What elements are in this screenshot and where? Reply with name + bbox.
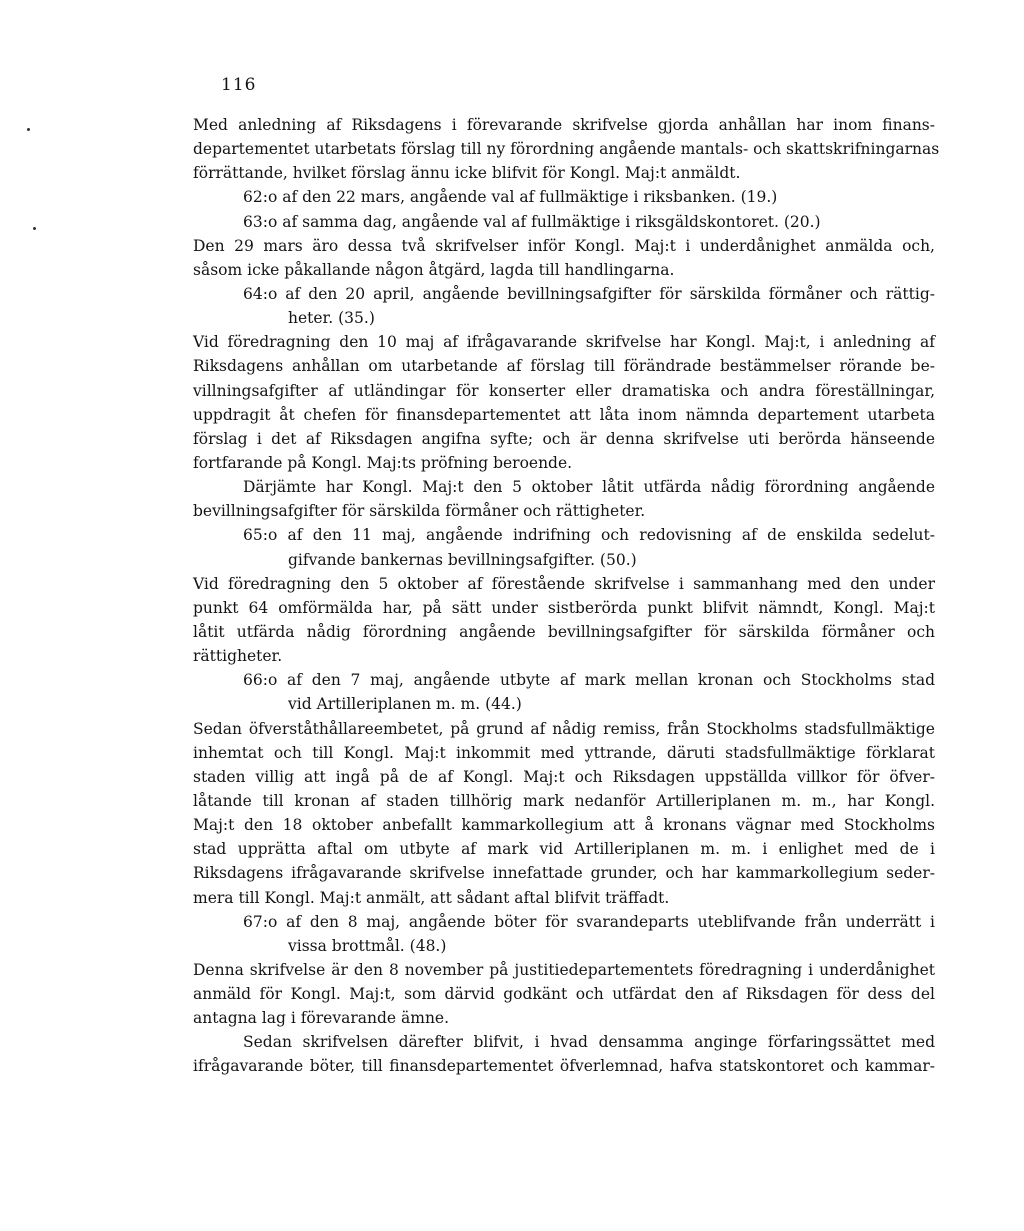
text-line: uppdragit åt chefen för finansdepartementet att låta inom nämnda departement utarbeta [193, 405, 935, 424]
text-line: Den 29 mars äro dessa två skrifvelser inför Kongl. Maj:t i underdånighet anmälda och, [193, 236, 935, 255]
text-line: låtande till kronan af staden tillhörig mark nedanför Artilleriplanen m. m., har Kongl. [193, 791, 935, 810]
text-line: 65:o af den 11 maj, angående indrifning och redovisning af de enskilda sedelut- [243, 526, 935, 545]
margin-speck [33, 227, 36, 230]
text-line: låtit utfärda nådig förordning angående bevillningsafgifter för särskilda förmåner och [193, 622, 935, 641]
text-line: Riksdagens anhållan om utarbetande af förslag till förändrade bestämmelser rörande be- [193, 357, 935, 376]
text-line: mera till Kongl. Maj:t anmält, att sådant aftal blifvit träffadt. [193, 888, 670, 907]
text-line: 67:o af den 8 maj, angående böter för svarandeparts uteblifvande från underrätt i [243, 912, 935, 931]
text-line: Därjämte har Kongl. Maj:t den 5 oktober låtit utfärda nådig förordning angående [243, 478, 935, 497]
text-line: Med anledning af Riksdagens i förevarande skrifvelse gjorda anhållan har inom finans- [193, 116, 935, 134]
text-line: bevillningsafgifter för särskilda förmåner och rättigheter. [193, 502, 646, 521]
text-line: Denna skrifvelse är den 8 november på justitiedepartementets föredragning i underdånighet [193, 960, 935, 979]
text-line: Sedan öfverståthållareembetet, på grund af nådig remiss, från Stockholms stadsfullmäktige [193, 719, 935, 738]
text-line: fortfarande på Kongl. Maj:ts pröfning beroende. [193, 453, 573, 472]
text-line: såsom icke påkallande någon åtgärd, lagda till handlingarna. [193, 260, 675, 279]
page-number: 116 [221, 75, 257, 95]
text-line: vid Artilleriplanen m. m. (44.) [288, 695, 522, 714]
text-line: ifrågavarande böter, till finansdepartementet öfverlemnad, hafva statskontoret och kammar- [193, 1057, 935, 1076]
page-body [193, 113, 940, 1079]
text-line: Vid föredragning den 5 oktober af förestående skrifvelse i sammanhang med den under [193, 574, 935, 593]
text-line: förslag i det af Riksdagen angifna syfte; och är denna skrifvelse uti berörda hänseende [193, 429, 935, 448]
text-line: punkt 64 omförmälda har, på sätt under sistberörda punkt blifvit nämndt, Kongl. Maj:t [193, 598, 935, 617]
text-line: gifvande bankernas bevillningsafgifter. (50.) [288, 550, 637, 569]
margin-speck [27, 128, 30, 131]
text-line: förrättande, hvilket förslag ännu icke blifvit för Kongl. Maj:t anmäldt. [193, 164, 741, 183]
text-line: anmäld för Kongl. Maj:t, som därvid godkänt och utfärdat den af Riksdagen för dess del [193, 985, 935, 1004]
text-line: stad upprätta aftal om utbyte af mark vid Artilleriplanen m. m. i enlighet med de i [193, 840, 935, 859]
text-line: antagna lag i förevarande ämne. [193, 1009, 450, 1028]
text-line: Sedan skrifvelsen därefter blifvit, i hvad densamma anginge förfaringssättet med [243, 1033, 935, 1052]
text-line: Riksdagens ifrågavarande skrifvelse innefattade grunder, och har kammarkollegium seder- [193, 864, 935, 883]
text-line: heter. (35.) [288, 309, 375, 328]
text-line: 62:o af den 22 mars, angående val af fullmäktige i riksbanken. (19.) [243, 188, 778, 207]
text-line: Maj:t den 18 oktober anbefallt kammarkollegium att å kronans vägnar med Stockholms [193, 816, 935, 835]
text-line: 63:o af samma dag, angående val af fullmäktige i riksgäldskontoret. (20.) [243, 212, 821, 231]
text-line: rättigheter. [193, 647, 283, 666]
text-line: staden villig att ingå på de af Kongl. Maj:t och Riksdagen uppställda villkor för öfver- [193, 767, 935, 786]
text-line: inhemtat och till Kongl. Maj:t inkommit med yttrande, däruti stadsfullmäktige förklarat [193, 743, 935, 762]
text-line: 66:o af den 7 maj, angående utbyte af mark mellan kronan och Stockholms stad [243, 671, 935, 690]
text-line: departementet utarbetats förslag till ny förordning angående mantals- och skattskrifningarnas [193, 140, 940, 159]
text-line: Vid föredragning den 10 maj af ifrågavarande skrifvelse har Kongl. Maj:t, i anledning af [193, 333, 935, 352]
text-line: 64:o af den 20 april, angående bevillningsafgifter för särskilda förmåner och rättig- [243, 284, 935, 303]
text-line: villningsafgifter af utländingar för konserter eller dramatiska och andra föreställningar, [193, 381, 935, 400]
text-line: vissa brottmål. (48.) [288, 936, 447, 955]
